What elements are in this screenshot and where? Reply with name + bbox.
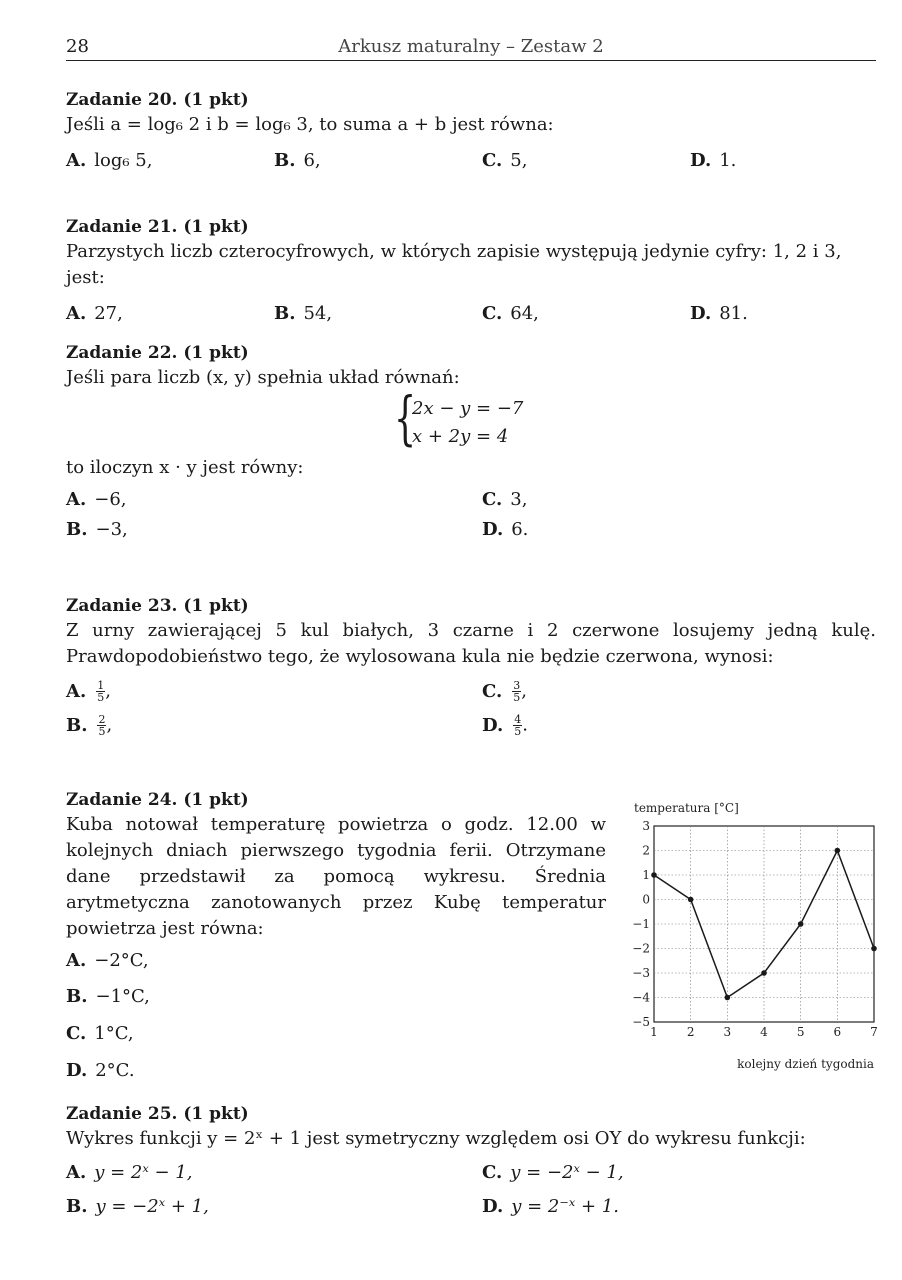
data-point (725, 995, 731, 1001)
fraction: $\frac{3}{5}$ (513, 679, 521, 704)
y-tick-label: −1 (632, 917, 650, 931)
fraction: $\frac{1}{5}$ (97, 679, 105, 704)
page-title: Arkusz maturalny – Zestaw 2 (338, 36, 604, 57)
y-tick-label: 0 (642, 892, 650, 907)
fraction: $\frac{2}{5}$ (98, 713, 106, 738)
option-d[interactable]: D. 81. (690, 303, 748, 324)
y-axis-label: temperatura [°C] (634, 801, 739, 815)
task-25 (66, 1102, 876, 1226)
task-title: Zadanie 20. (1 pkt) (66, 90, 249, 110)
data-point (688, 897, 694, 903)
grid (654, 826, 874, 1022)
answer-options (66, 1162, 876, 1226)
y-ticks (632, 819, 650, 1029)
option-b[interactable]: B. y = −2ˣ + 1, (66, 1196, 209, 1217)
x-tick-label: 6 (833, 1025, 842, 1039)
y-tick-label: −2 (632, 941, 650, 956)
option-a[interactable]: A. y = 2ˣ − 1, (66, 1162, 193, 1183)
option-a[interactable]: A. −6, (66, 489, 127, 510)
page-header (66, 34, 876, 61)
temperature-chart (620, 796, 890, 1076)
equation-system (66, 384, 876, 455)
task-title: Zadanie 25. (1 pkt) (66, 1104, 249, 1124)
task-21 (66, 215, 876, 331)
y-tick-label: 2 (642, 843, 650, 858)
x-tick-label: 7 (870, 1025, 878, 1039)
x-tick-label: 1 (650, 1025, 658, 1039)
answer-options (66, 487, 876, 549)
option-b[interactable]: B. $\frac{2}{5}$ , (66, 713, 113, 738)
option-c[interactable]: C. 5, (482, 150, 528, 171)
task-23 (66, 594, 876, 750)
y-tick-label: −3 (632, 966, 650, 980)
task-text: Jeśli para liczb (x, y) spełnia układ równań: (66, 367, 460, 388)
exam-page (66, 0, 876, 1280)
task-20 (66, 88, 876, 178)
x-ticks (650, 1025, 878, 1039)
data-point (761, 970, 767, 976)
data-point (871, 946, 877, 952)
data-point (651, 872, 657, 878)
option-c[interactable]: C. y = −2ˣ − 1, (482, 1162, 624, 1183)
y-tick-label: −5 (632, 1015, 650, 1029)
page-number: 28 (66, 36, 89, 57)
task-text-2: to iloczyn x · y jest równy: (66, 457, 304, 478)
task-title: Zadanie 21. (1 pkt) (66, 217, 249, 237)
option-d[interactable]: D. $\frac{4}{5}$ . (482, 713, 528, 738)
task-text: Z urny zawierającej 5 kul białych, 3 czarne i 2 czerwone losujemy jedną kulę. Prawdopodobieństwo tego, że wylosowana kula nie będzie czerwona, wynosi: (66, 620, 876, 667)
equation-1: 2x − y = −7 (412, 398, 524, 419)
task-text: Jeśli a = log₆ 2 i b = log₆ 3, to suma a + b jest równa: (66, 114, 554, 135)
fraction: $\frac{4}{5}$ (514, 713, 522, 738)
option-a[interactable]: A. log₆ 5, (66, 150, 153, 171)
option-c[interactable]: C. $\frac{3}{5}$ , (482, 679, 528, 704)
task-text: Parzystych liczb czterocyfrowych, w których zapisie występują jedynie cyfry: 1, 2 i 3, jest: (66, 241, 842, 288)
answer-options (66, 301, 876, 331)
data-point (798, 921, 804, 927)
y-tick-label: 3 (642, 819, 650, 833)
task-title: Zadanie 24. (1 pkt) (66, 790, 249, 810)
data-point (835, 848, 841, 854)
brace-icon: { (394, 384, 417, 452)
option-d[interactable]: D. 6. (482, 519, 529, 540)
x-tick-label: 3 (723, 1025, 732, 1039)
option-b[interactable]: B. 6, (274, 150, 321, 171)
y-tick-label: −4 (632, 990, 650, 1005)
answer-options (66, 148, 876, 178)
option-d[interactable]: D. y = 2⁻ˣ + 1. (482, 1196, 619, 1217)
task-title: Zadanie 22. (1 pkt) (66, 343, 249, 363)
option-c[interactable]: C. 64, (482, 303, 539, 324)
option-b[interactable]: B. −1°C, (66, 986, 150, 1007)
task-text: Wykres funkcji y = 2ˣ + 1 jest symetryczny względem osi OY do wykresu funkcji: (66, 1128, 806, 1149)
option-a[interactable]: A. $\frac{1}{5}$ , (66, 679, 111, 704)
answer-options (66, 680, 876, 750)
option-c[interactable]: C. 1°C, (66, 1023, 134, 1044)
task-title: Zadanie 23. (1 pkt) (66, 596, 249, 616)
x-tick-label: 5 (796, 1025, 805, 1039)
task-24 (66, 788, 876, 1100)
option-a[interactable]: A. −2°C, (66, 950, 149, 971)
option-a[interactable]: A. 27, (66, 303, 123, 324)
option-c[interactable]: C. 3, (482, 489, 528, 510)
option-b[interactable]: B. 54, (274, 303, 333, 324)
option-d[interactable]: D. 1. (690, 150, 737, 171)
equation-2: x + 2y = 4 (412, 426, 509, 447)
x-axis-label: kolejny dzień tygodnia (737, 1057, 874, 1071)
task-22 (66, 341, 876, 549)
y-tick-label: 1 (642, 868, 650, 882)
x-tick-label: 2 (686, 1025, 695, 1039)
chart-svg (620, 796, 890, 1076)
task-text: Kuba notował temperaturę powietrza o godz. 12.00 w kolejnych dniach pierwszego tygodnia ferii. Otrzymane dane przedstawił za pomocą wykresu. Średnia arytmetyczna zanotowanych przez Kubę temperatur powietrza jest równa: (66, 814, 606, 939)
option-b[interactable]: B. −3, (66, 519, 128, 540)
x-tick-label: 4 (760, 1025, 768, 1039)
option-d[interactable]: D. 2°C. (66, 1060, 135, 1081)
